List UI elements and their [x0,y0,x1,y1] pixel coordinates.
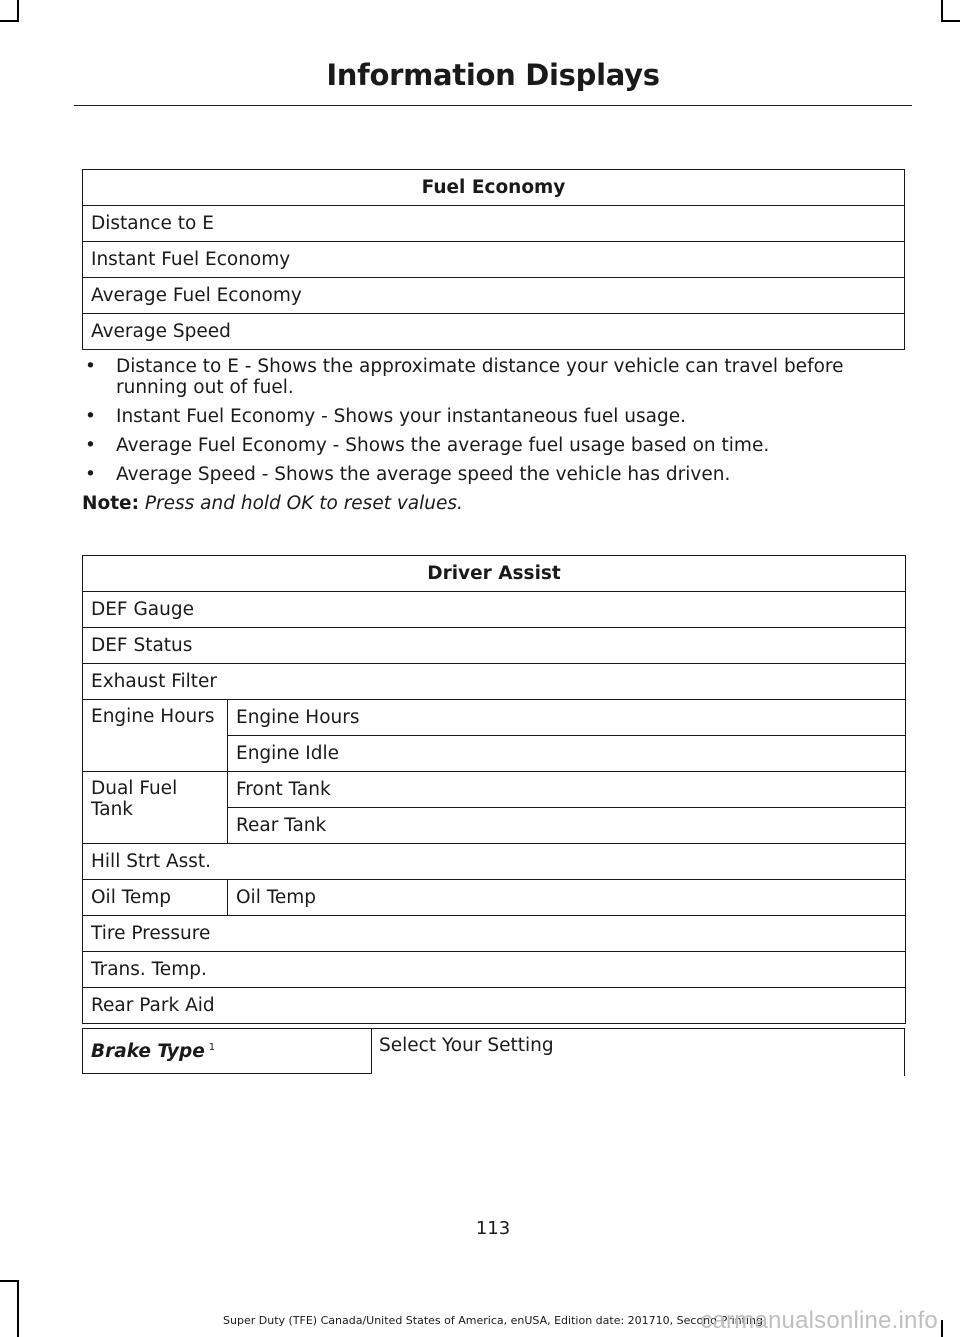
row-label: Dual Fuel Tank [83,772,228,844]
table-cell: Front Tank [228,772,906,808]
table-row: Trans. Temp. [83,952,906,988]
brake-type-table [82,1028,905,1076]
page-number: 113 [475,1218,511,1239]
brake-type-label: Brake Type [91,1041,205,1062]
crop-mark [941,20,960,22]
watermark: carmanualsonline.info [700,1307,938,1334]
table-row: Distance to E [83,206,905,242]
table-row: Average Speed [83,314,905,350]
table-heading: Driver Assist [83,556,906,592]
crop-mark [17,0,19,22]
crop-mark [0,20,19,22]
table-cell: Rear Tank [228,808,906,844]
table-cell: Oil Temp [228,880,906,916]
row-label: Engine Hours [83,700,228,772]
page-footer: Super Duty (TFE) Canada/United States of America, enUSA, Edition date: 201710, Second Printing [223,1314,763,1327]
brake-type-value: Select Your Setting [371,1028,905,1076]
driver-assist-table [82,555,906,1024]
header-divider [74,105,912,106]
table-heading: Fuel Economy [83,170,905,206]
table-row: Rear Park Aid [83,988,906,1024]
list-item: • Average Fuel Economy - Shows the average fuel usage based on time. [82,435,912,456]
table-cell: Engine Idle [228,736,906,772]
crop-mark [17,1280,19,1337]
table-row: Hill Strt Asst. [83,844,906,880]
footnote-marker: 1 [208,1041,216,1053]
row-label: Oil Temp [83,880,228,916]
crop-mark [941,0,943,22]
brake-type-label-cell [82,1028,372,1074]
table-row: Average Fuel Economy [83,278,905,314]
bullet-list [82,356,912,493]
list-item: • Average Speed - Shows the average speed the vehicle has driven. [82,464,912,485]
table-row: Tire Pressure [83,916,906,952]
page-title: Information Displays [326,58,660,92]
table-cell: Engine Hours [228,700,906,736]
note-text: Press and hold OK to reset values. [144,493,463,514]
list-item: • Instant Fuel Economy - Shows your instantaneous fuel usage. [82,406,912,427]
list-item: • Distance to E - Shows the approximate distance your vehicle can travel before running out of fuel. [82,356,912,398]
note [82,493,463,514]
table-row: DEF Gauge [83,592,906,628]
note-label: Note: [82,493,139,514]
crop-mark [0,1280,19,1282]
table-row: Instant Fuel Economy [83,242,905,278]
table-row: Exhaust Filter [83,664,906,700]
fuel-economy-table [82,169,905,350]
table-row: DEF Status [83,628,906,664]
